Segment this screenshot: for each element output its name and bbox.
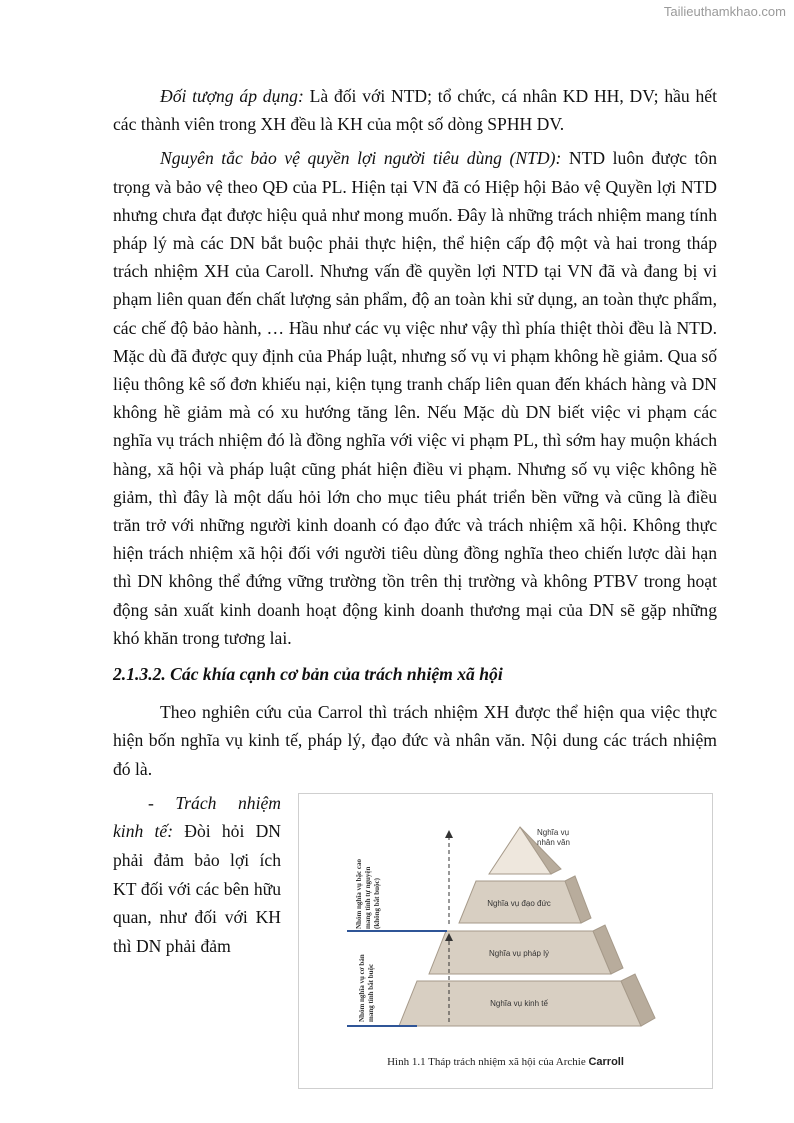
level-label-legal: Nghĩa vụ pháp lý [488,948,550,958]
lower-group-label [358,954,375,1022]
bullet-lead: - Trách nhiệm kinh tế: [113,792,281,842]
bullet-with-figure [113,789,717,1089]
paragraph-text: NTD luôn được tôn trọng và bảo vệ theo QĐ của PL. Hiện tại VN đã có Hiệp hội Bảo vệ Quyền lợi NTD nhưng chưa đạt được hiệu quả như mong muốn. Đây là những trách nhiệm mang tính pháp lý mà các DN bắt buộc phải thực hiện, thể hiện cấp độ một và hai trong tháp trách nhiệm XH của Caroll. Nhưng vấn đề quyền lợi NTD tại VN đã và đang bị vi phạm liên quan đến chất lượng sản phẩm, độ an toàn khi sử dụng, an toàn thực phẩm, các chế độ bảo hành, … Hầu như các vụ việc như vậy thì phía thiệt thòi đều là NTD. Mặc dù đã được quy định của Pháp luật, nhưng số vụ vi phạm không hề giảm. Qua số liệu thông kê số đơn khiếu nại, kiện tụng tranh chấp liên quan đến khách hàng và DN không hề giảm mà có xu hướng tăng lên. Nếu Mặc dù DN biết việc vi phạm các nghĩa vụ trách nhiệm đó là đồng nghĩa với việc vi phạm PL, thì sớm hay muộn khách hàng, xã hội và pháp luật cũng phát hiện điều vi phạm. Nhưng số vụ việc không hề giảm, thì đây là một dấu hỏi lớn cho mục tiêu phát triển bền vững và cũng là điều trăn trở với những người kinh doanh có đạo đức và trách nhiệm xã hội. Không thực hiện trách nhiệm xã hội đối với người tiêu dùng đồng nghĩa theo chiến lược dài hạn thì DN không thể đứng vững trường tồn trên thị trường và không PTBV trong hoạt động sản xuất kinh doanh hoạt động kinh doanh thương mại của DN sẽ gặp những khó khăn trong tương lai. [113,148,717,648]
svg-text:mang tính bắt buộc: mang tính bắt buộc [367,963,375,1022]
paragraph-lead: Đối tượng áp dụng: [160,86,304,106]
svg-text:Nhóm nghĩa vụ cơ bản: Nhóm nghĩa vụ cơ bản [358,954,366,1022]
bullet-economic [113,789,281,961]
section-heading: 2.1.3.2. Các khía cạnh cơ bản của trách nhiệm xã hội [113,664,503,685]
pyramid-diagram [299,794,712,1088]
svg-text:mang tính tự nguyện: mang tính tự nguyện [364,866,372,929]
watermark: Tailieuthamkhao.com [663,4,786,19]
paragraph-text: Là đối với NTD; tổ chức, cá nhân KD HH, DV; hầu hết các thành viên trong XH đều là KH của một số dòng SPHH DV. [113,86,717,135]
upper-group-label [355,858,381,929]
document-page [113,82,717,1089]
paragraph-lead: Nguyên tắc bảo vệ quyền lợi người tiêu dùng (NTD): [160,148,562,169]
bullet-text: Đòi hỏi DN phải đảm bảo lợi ích KT đối với các bên hữu quan, như đối với KH thì DN phải đảm [113,821,281,956]
paragraph-principle [113,144,717,652]
level-label-economic: Nghĩa vụ kinh tế [490,998,548,1008]
svg-text:Nhóm nghĩa vụ bậc cao: Nhóm nghĩa vụ bậc cao [355,858,363,929]
paragraph-intro: Theo nghiên cứu của Carrol thì trách nhiệm XH được thể hiện qua việc thực hiện bốn nghĩa vụ kinh tế, pháp lý, đạo đức và nhân văn. Nội dung các trách nhiệm đó là. [113,702,717,779]
svg-text:(không bắt buộc): (không bắt buộc) [373,877,381,929]
carroll-pyramid-figure [298,793,713,1089]
level-label-ethical: Nghĩa vụ đạo đức [487,898,551,908]
level-label-humanitarian-2: nhân văn [537,837,570,847]
figure-caption: Hình 1.1 Tháp trách nhiệm xã hội của Archie Carroll [387,1055,624,1068]
level-label-humanitarian-1: Nghĩa vụ [537,827,570,837]
paragraph-scope [113,82,717,138]
